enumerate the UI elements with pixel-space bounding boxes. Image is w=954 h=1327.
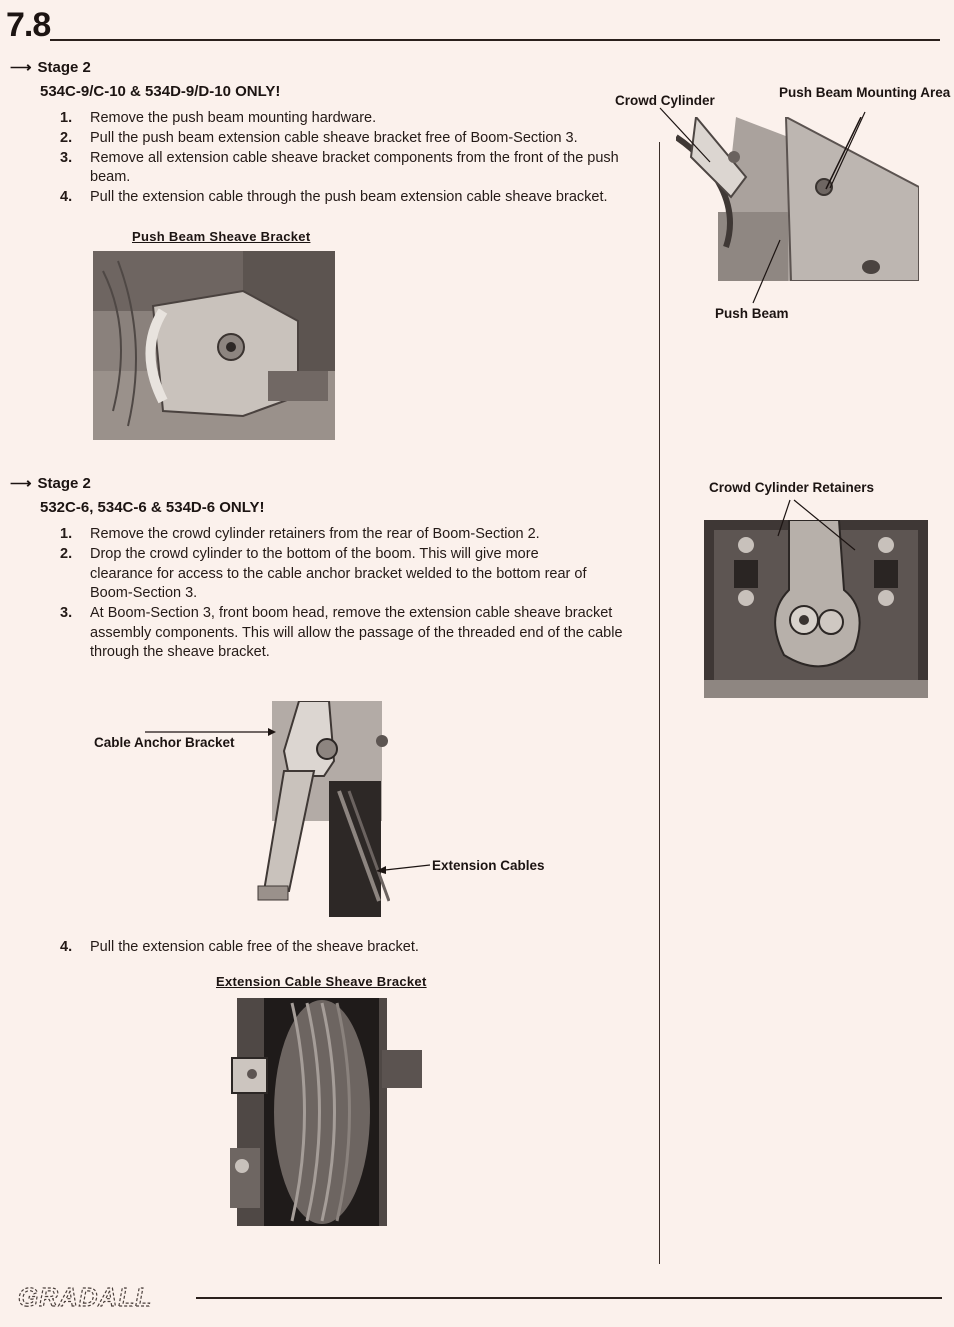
section2-step-3: 3. At Boom-Section 3, front boom head, remove the extension cable sheave bracket assembly components. This will allow the passage of the threaded end of the cable through the sheave bracket. — [60, 605, 623, 660]
section1-stage-label: Stage 2 — [37, 59, 91, 76]
label-push-beam-mounting-area: Push Beam Mounting Area — [779, 85, 951, 100]
section1-step-1: 1. Remove the push beam mounting hardware. — [60, 110, 377, 126]
callout-lines-push-beam — [600, 100, 920, 315]
section1-step-3: 3. Remove all extension cable sheave bracket components from the front of the push beam. — [60, 150, 619, 185]
section1-step-2: 2. Pull the push beam extension cable sheave bracket free of Boom-Section 3. — [60, 130, 578, 146]
extension-cable-sheave-bracket-photo — [222, 998, 422, 1226]
push-beam-sheave-bracket-photo — [93, 251, 335, 440]
label-cable-anchor-bracket: Cable Anchor Bracket — [94, 735, 235, 750]
label-push-beam: Push Beam — [715, 306, 789, 321]
section1-stage-heading — [10, 58, 91, 76]
label-extension-cables: Extension Cables — [432, 858, 545, 873]
header-rule — [50, 39, 940, 41]
arrow-right-icon: ⟶ — [10, 475, 32, 492]
callout-lines-retainers — [740, 494, 890, 574]
section2-step-4: 4. Pull the extension cable free of the sheave bracket. — [60, 939, 419, 955]
svg-text:GRADALL: GRADALL — [18, 1282, 153, 1312]
section2-stage-label: Stage 2 — [37, 475, 91, 492]
section2-step-2: 2. Drop the crowd cylinder to the bottom of the boom. This will give more clearance for access to the cable anchor bracket welded to the bottom rear of Boom-Section 3. — [60, 546, 587, 601]
push-beam-sheave-bracket-caption: Push Beam Sheave Bracket — [132, 229, 311, 244]
arrow-right-icon: ⟶ — [10, 59, 32, 76]
label-crowd-cylinder: Crowd Cylinder — [615, 93, 715, 108]
section1-step-4: 4. Pull the extension cable through the push beam extension cable sheave bracket. — [60, 189, 608, 205]
page-number: 7.8 — [6, 6, 51, 44]
section1-models: 534C-9/C-10 & 534D-9/D-10 ONLY! — [40, 83, 281, 100]
section2-models: 532C-6, 534C-6 & 534D-6 ONLY! — [40, 499, 265, 516]
section2-stage-heading — [10, 474, 91, 492]
gradall-logo — [16, 1282, 186, 1312]
callout-arrows-cable — [140, 722, 440, 882]
footer-rule — [196, 1297, 942, 1299]
section2-step-1: 1. Remove the crowd cylinder retainers from the rear of Boom-Section 2. — [60, 526, 540, 542]
label-crowd-cylinder-retainers: Crowd Cylinder Retainers — [709, 480, 875, 495]
extension-cable-sheave-bracket-caption: Extension Cable Sheave Bracket — [216, 974, 427, 989]
